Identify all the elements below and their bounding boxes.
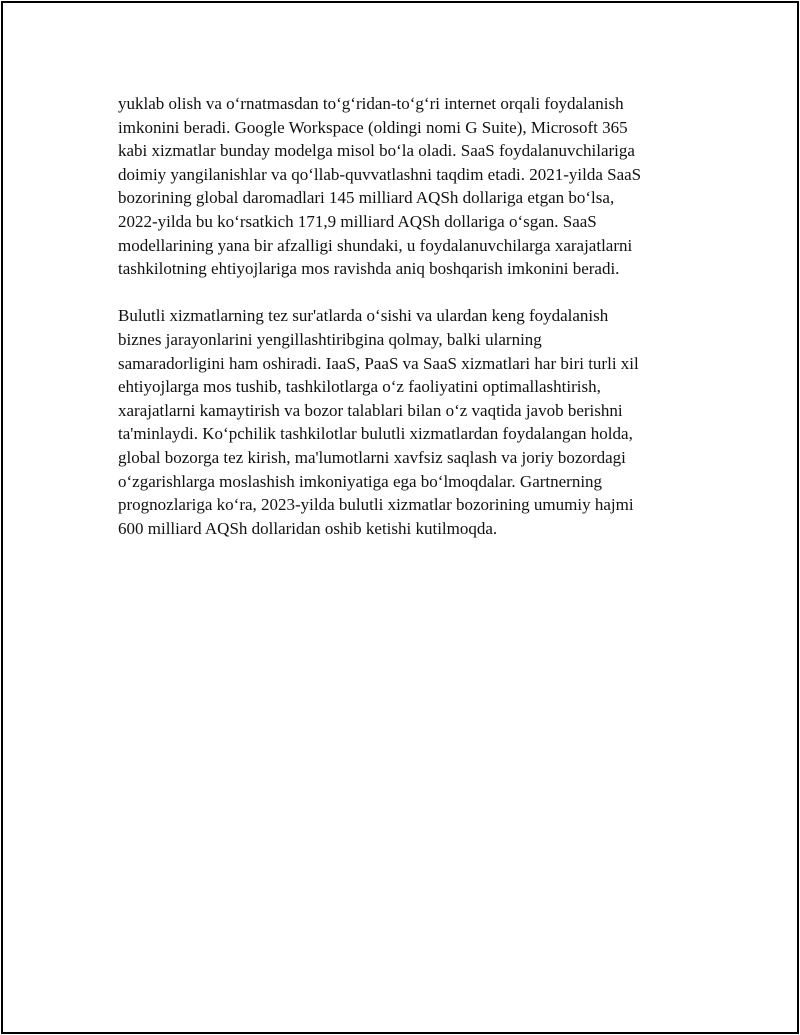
text-line: Bulutli xizmatlarning tez sur'atlarda o‘sishi va ulardan keng foydalanish: [118, 306, 609, 326]
text-line: biznes jarayonlarini yengillashtiribgina qolmay, balki ularning: [118, 329, 542, 349]
text-line: ta'minlaydi. Ko‘pchilik tashkilotlar bulutli xizmatlardan foydalangan holda,: [118, 424, 633, 444]
text-line: doimiy yangilanishlar va qo‘llab-quvvatlashni taqdim etadi. 2021-yilda SaaS: [118, 164, 642, 184]
text-line: 600 milliard AQSh dollaridan oshib ketishi kutilmoqda.: [118, 518, 498, 538]
text-line: kabi xizmatlar bunday modelga misol bo‘la oladi. SaaS foydalanuvchilariga: [118, 141, 635, 161]
document-body: [118, 92, 698, 540]
text-line: xarajatlarni kamaytirish va bozor talablari bilan o‘z vaqtida javob berishni: [118, 400, 623, 420]
text-line: prognozlariga ko‘ra, 2023-yilda bulutli xizmatlar bozorining umumiy hajmi: [118, 495, 634, 515]
text-line: yuklab olish va o‘rnatmasdan to‘g‘ridan-to‘g‘ri internet orqali foydalanish: [118, 94, 624, 113]
text-line: 2022-yilda bu ko‘rsatkich 171,9 milliard AQSh dollariga o‘sgan. SaaS: [118, 211, 597, 231]
text-line: global bozorga tez kirish, ma'lumotlarni xavfsiz saqlash va joriy bozordagi: [118, 447, 626, 467]
paragraph-saas: [118, 92, 698, 281]
text-line: modellarining yana bir afzalligi shundaki, u foydalanuvchilarga xarajatlarni: [118, 235, 633, 255]
text-line: ehtiyojlarga mos tushib, tashkilotlarga o‘z faoliyatini optimallashtirish,: [118, 377, 601, 397]
text-line: o‘zgarishlarga moslashish imkoniyatiga ega bo‘lmoqdalar. Gartnerning: [118, 471, 603, 491]
text-line: tashkilotning ehtiyojlariga mos ravishda aniq boshqarish imkonini beradi.: [118, 259, 620, 279]
paragraph-cloud-growth: [118, 304, 698, 540]
paragraph-spacer: [118, 281, 698, 305]
text-line: imkonini beradi. Google Workspace (oldingi nomi G Suite), Microsoft 365: [118, 117, 628, 137]
text-line: samaradorligini ham oshiradi. IaaS, PaaS va SaaS xizmatlari har biri turli xil: [118, 353, 639, 373]
text-line: bozorining global daromadlari 145 milliard AQSh dollariga etgan bo‘lsa,: [118, 188, 615, 208]
